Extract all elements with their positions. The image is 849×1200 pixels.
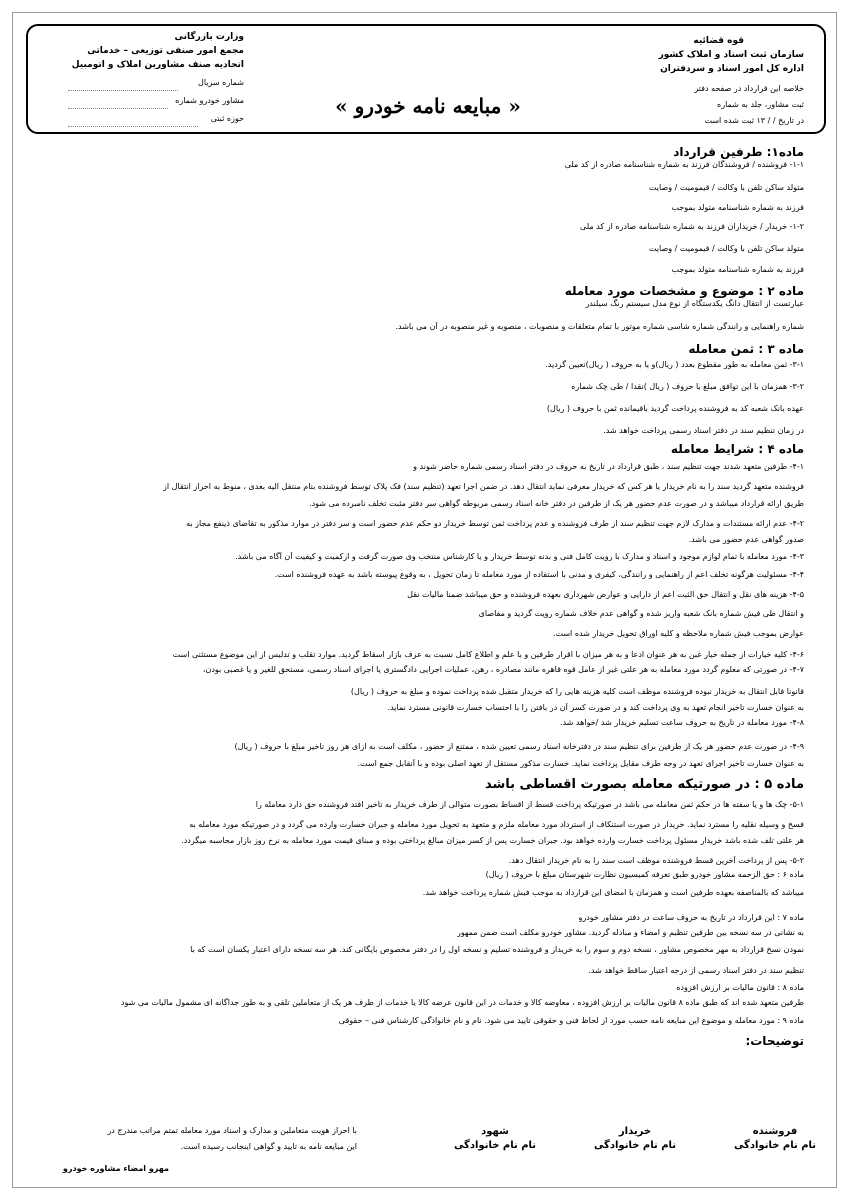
clause-line-19: ۴-۲- عدم ارائه مستندات و مدارک لازم جهت تنظیم سند از طرف فروشنده و عدم پرداخت ثمن توسط خریدار دو حکم عدم حضور است و سر دفتر در موارد مذکور به تقاضای ذینفع مجاز به xyxy=(186,519,804,528)
dealer-number-dots xyxy=(68,108,168,109)
clause-line-8: عبارتست از انتقال دانگ یکدستگاه از نوع مدل سیستم رنگ سیلندر xyxy=(585,299,804,308)
serial-number-label: شماره سریال xyxy=(198,78,244,87)
clause-line-28: قانونا قابل انتقال به خریدار نبوده فروشنده موظف است کلیه هزینه هایی را که خریدار متقبل شده پرداخت نموده و مبلغ به حروف ( ریال) xyxy=(350,687,804,696)
clause-line-43: تنظیم سند در دفتر اسناد رسمی از درجه اعتبار ساقط خواهد شد. xyxy=(588,966,804,975)
serial-number-dots xyxy=(68,90,178,91)
clause-line-40: ماده ۷ : این قرارداد در تاریخ به حروف ساعت در دفتر مشاور خودرو xyxy=(578,913,804,922)
clause-line-29: به عنوان خسارت تاخیر انجام تعهد به وی پرداخت کند و در صورت کسر آن در بافتن را با احتساب خسارت قانونی مسترد نماید. xyxy=(387,703,804,712)
clause-line-13: عهده بانک شعبه کد به فروشنده پرداخت گردید باقیمانده ثمن با حروف ( ریال) xyxy=(546,404,804,413)
verification-note-line2: این مبایعه نامه به تایید و گواهی اینجانب رسیده است. xyxy=(180,1142,357,1151)
clause-line-11: ۳-۱- ثمن معامله به طور مقطوع بعدد ( ریال)و یا به حروف ( ریال)تعیین گردید. xyxy=(545,360,804,369)
judiciary-label: قوه قضائیه xyxy=(693,36,744,46)
verification-note-line1: با احراز هویت متعاملین و مدارک و اسناد مورد معامله تمتم مراتب مندرج در xyxy=(107,1126,357,1135)
document-title: « مبایعه نامه خودرو » xyxy=(335,94,521,118)
clause-line-21: ۴-۳- مورد معامله با تمام لوازم موجود و اسناد و مدارک با رویت کامل فنی و بدنه توسط خریدار و یا کارشناس منتخب وی صورت گرفت و ازکمیت و کیفیت آن آگاه می باشد. xyxy=(235,552,804,561)
clause-line-31: ۴-۹- در صورت عدم حضور هر یک از طرفین برای تنظیم سند در دفترخانه اسناد رسمی تعیین شده ، ممتنع از حضور ، مکلف است به ازای هر روز تاخیر مبلغ با حروف ( ریال) xyxy=(234,742,804,751)
clause-line-39: میباشد که بالمناصفه بعهده طرفین است و همزمان با امضای این قرارداد به موجب فیش شماره پرداخت خواهد شد. xyxy=(422,888,804,897)
section-heading-0: ماده۱: طرفین قرارداد xyxy=(673,145,804,159)
clause-line-35: فسخ و وسیله نقلیه را مسترد نماید. خریدار در صورت استنکاف از استرداد مورد معامله ملزم و متعهد به تحویل مورد معامله و جبران خسارت وارده می گردد و در صورتیکه مورد معامله به xyxy=(189,820,804,829)
clause-line-20: صدور گواهی عدم حضور می باشد. xyxy=(688,535,804,544)
header-box xyxy=(26,24,826,134)
contract-summary-line: خلاصه این قرارداد در صفحه دفتر xyxy=(694,84,804,93)
section-heading-47: توضیحات: xyxy=(745,1034,804,1048)
buyer-label: خریدار xyxy=(618,1126,652,1137)
section-heading-10: ماده ۳ : ثمن معامله xyxy=(688,342,804,356)
clause-line-23: ۴-۵- هزینه های نقل و انتقال حق الثبت اعم از دارایی و عوارض شهرداری بعهده فروشنده و حق میباشد ضمنا مالیات نقل xyxy=(407,590,804,599)
clause-line-42: نمودن نسخ قرارداد به مهر مخصوص مشاور ، نسخه دوم و سوم را به خریدار و فروشنده تسلیم و نسخه اول را در دفتر مخصوص بایگانی کند. هر سه نسخه دارای اعتبار یکسان است که با xyxy=(190,945,804,954)
section-heading-15: ماده ۴ : شرایط معامله xyxy=(670,442,804,456)
clause-line-37: ۵-۲- پس از پرداخت آخرین قسط فروشنده موظف است سند را به نام خریدار انتقال دهد. xyxy=(508,856,804,865)
seller-label: فروشنده xyxy=(752,1126,798,1137)
clause-line-5: متولد ساکن تلفن با وکالت / قیمومیت / وصایت xyxy=(648,244,804,253)
clause-line-34: ۵-۱- چک ها و یا سفته ها در حکم ثمن معامله می باشد در صورتیکه پرداخت قسط از اقساط بصورت متوالی از طرف خریدار به تاخیر افتد فروشنده حق دارد معامله را xyxy=(255,800,804,809)
registry-org-label: سازمان ثبت اسناد و املاک کشور xyxy=(658,50,804,60)
clause-line-9: شماره راهنمایی و رانندگی شماره شاسی شماره موتور با تمام متعلقات و منصوبات ، منصوبه و غیر منصوبه در آن می باشد. xyxy=(395,322,804,331)
clause-line-24: و انتقال طی فیش شماره بانک شعبه واریز شده و گواهی عدم خلاف شماره رویت گردید و مفاصای xyxy=(478,609,804,618)
clause-line-1: ۱-۱- فروشنده / فروشندگان فرزند به شماره شناسنامه صادره از کد ملی xyxy=(564,160,804,169)
clause-line-41: به نشانی در سه نسخه بین طرفین تنظیم و امضاء و مبادله گردید. مشاور خودرو مکلف است ضمن ممهور xyxy=(456,928,804,937)
clause-line-2: متولد ساکن تلفن با وکالت / قیمومیت / وصایت xyxy=(648,183,804,192)
witness-name-label: نام نام خانوادگی xyxy=(453,1140,537,1151)
register-date-line: در تاریخ / / ۱۳ ثبت شده است xyxy=(704,116,804,125)
clause-line-4: ۱-۲- خریدار / خریداران فرزند به شماره شناسنامه صادره از کد ملی xyxy=(580,222,804,231)
clause-line-44: ماده ۸ : قانون مالیات بر ارزش افزوده xyxy=(676,983,804,992)
clause-line-46: ماده ۹ : مورد معامله و موضوع این مبایعه نامه حسب مورد از لحاظ فنی و حقوقی تایید می شود. نام و نام خانوادگی کارشناس فنی – حقوقی xyxy=(338,1016,804,1025)
clause-line-27: ۴-۷- در صورتی که معلوم گردد مورد معامله به هر علتی غیر از عامل قوه قاهره مانند مصادره ، رهن، عملیات اجرایی دادگستری یا اجرای اسناد رسمی، مستحق للغیر و یا غصبی بودن، xyxy=(202,665,804,674)
clause-line-14: در زمان تنظیم سند در دفتر اسناد رسمی پرداخت خواهد شد. xyxy=(603,426,804,435)
section-heading-7: ماده ۲ : موضوع و مشخصات مورد معامله xyxy=(564,284,804,298)
clause-line-25: عوارض بموجب فیش شماره ملاحظه و کلیه اوراق تحویل خریدار شده است. xyxy=(552,629,804,638)
notary-office-label: اداره کل امور اسناد و سردفتران xyxy=(660,64,804,74)
seller-name-label: نام نام خانوادگی xyxy=(733,1140,817,1151)
dealer-number-label: مشاور خودرو شماره xyxy=(175,96,244,105)
ministry-label: وزارت بازرگانی xyxy=(174,32,244,42)
buyer-name-label: نام نام خانوادگی xyxy=(593,1140,677,1151)
clause-line-22: ۴-۴- مسئولیت هرگونه تخلف اعم از راهنمایی و رانندگی، کیفری و مدنی با استفاده از مورد معامله تا زمان تحویل ، به وقوع پیوسته باشد به عهده فروشنده است. xyxy=(274,570,804,579)
clause-line-6: فرزند به شماره شناسنامه متولد بموجب xyxy=(671,265,804,274)
dealer-stamp-label: مهرو امضاء مشاوره خودرو xyxy=(62,1164,169,1173)
clause-line-18: طریق ارائه قرارداد میباشد و در صورت عدم حضور هر یک از طرفین در دفتر خانه اسناد رسمی مربوطه گواهی سر دفتر مثبت تخلف نامبرده می شود. xyxy=(309,499,804,508)
clause-line-30: ۴-۸- مورد معامله در تاریخ به حروف ساعت تسلیم خریدار شد /خواهد شد. xyxy=(559,718,804,727)
registry-area-dots xyxy=(68,126,198,127)
witness-label: شهود xyxy=(481,1126,509,1137)
clause-line-38: ماده ۶ : حق الزحمه مشاور خودرو طبق تعرفه کمیسیون نظارت شهرستان مبلغ با حروف ( ریال) xyxy=(485,870,804,879)
consultant-register-line: ثبت مشاور، جلد به شماره xyxy=(717,100,804,109)
clause-line-17: فروشنده متعهد گردید سند را به نام خریدار یا هر کس که خریدار معرفی نماید انتقال دهد. در ضمن اجرا تعهد (تنظیم سند) فک پلاک توسط فروشنده بنام منتقل الیه بعدی ، منوط به احراز انتقال از xyxy=(163,482,804,491)
clause-line-26: ۴-۶- کلیه خیارات از جمله خیار غبن به هر عنوان ادعا و به هر میزان با اقرار طرفین و با علم و اطلاع کامل نسبت به عرف بازار اسقاط گردید. موارد تقلب و تدلیس از این موضوع مستثنی است xyxy=(172,650,804,659)
clause-line-32: به عنوان خسارت تاخیر اجرای تعهد در وجه طرف مقابل پرداخت نماید. خسارت مذکور مستقل از تعهد اصلی بوده و با آنقابل جمع است. xyxy=(357,759,804,768)
clause-line-3: فرزند به شماره شناسنامه متولد بموجب xyxy=(671,203,804,212)
guild-council-label: مجمع امور صنفی توزیعی – خدماتی xyxy=(87,46,244,56)
section-heading-33: ماده ۵ : در صورتیکه معامله بصورت اقساطی باشد xyxy=(484,777,804,792)
clause-line-16: ۴-۱- طرفین متعهد شدند جهت تنظیم سند ، طبق قرارداد در تاریخ به حروف در دفتر اسناد رسمی شماره حاضر شوند و xyxy=(413,462,804,471)
registry-area-label: حوزه ثبتی xyxy=(210,114,244,123)
union-label: اتحادیه صنف مشاورین املاک و اتومبیل xyxy=(71,60,244,70)
clause-line-12: ۳-۲- همزمان با این توافق مبلغ یا حروف ( ریال )نقدا / طی چک شماره xyxy=(571,382,804,391)
clause-line-45: طرفین متعهد شده اند که طبق ماده ۸ قانون مالیات بر ارزش افزوده ، معاوضه کالا و خدمات در این قانون عرضه کالا یا خدمات از طرف هر یک از متعاملین تلقی و به طور جداگانه ای مشمول مالیات می شود xyxy=(120,998,804,1007)
clause-line-36: هر علتی تلف شده باشد خریدار مسئول پرداخت خسارت وارده خواهد بود. جبران خسارت پس از کسر میزان مبالغ پرداختی بوده و مبنای قیمت مورد معامله به نرخ روز بازار محاسبه میگردد. xyxy=(181,836,804,845)
